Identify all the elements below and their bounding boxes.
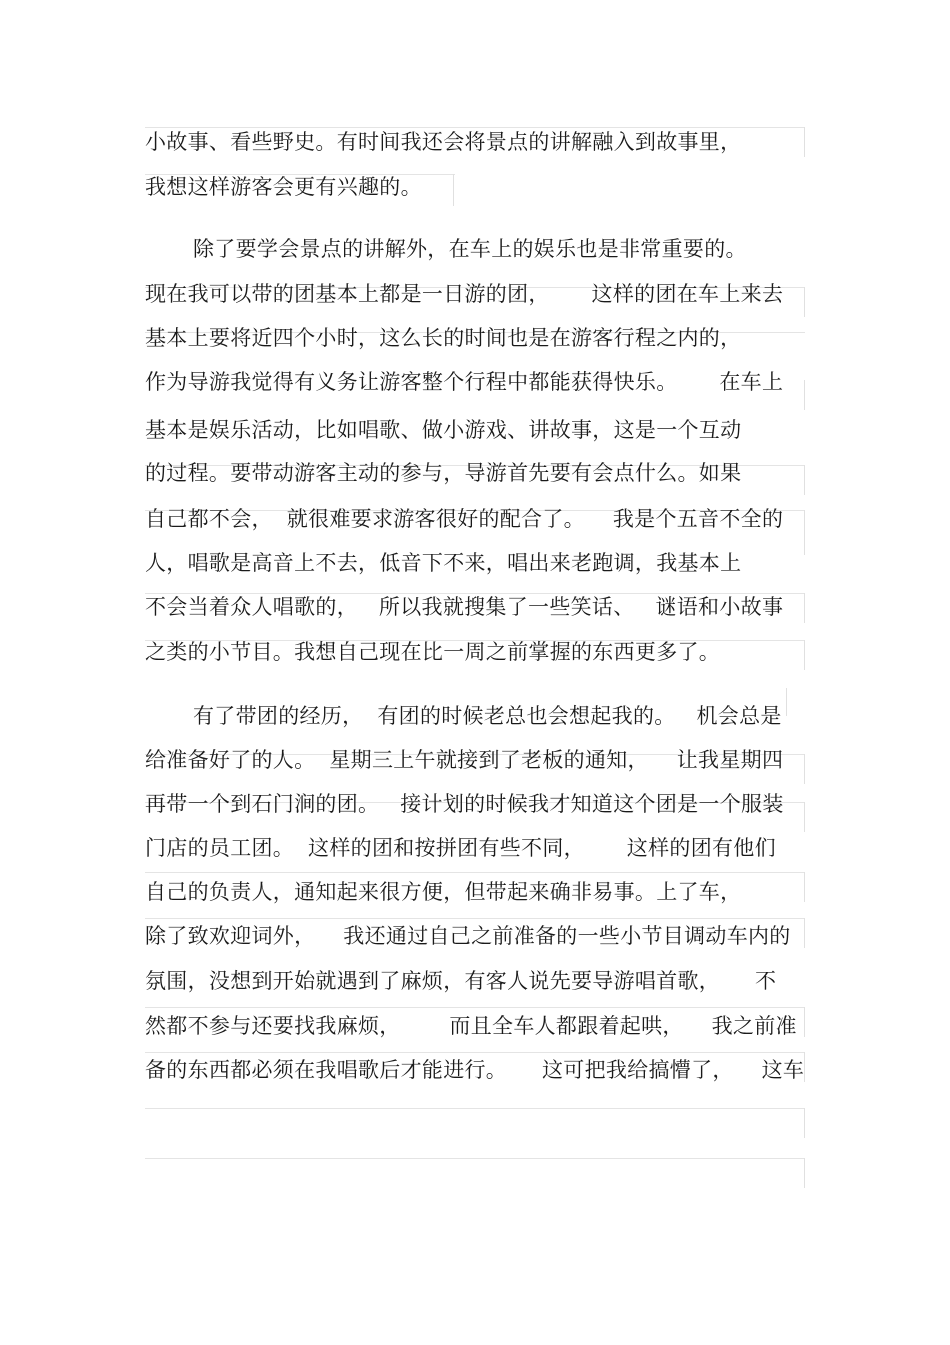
- text-line-paragraph-start: 除了要学会景点的讲解外，在车上的娱乐也是非常重要的。: [193, 237, 747, 261]
- text-line: 基本上要将近四个小时，这么长的时间也是在游客行程之内的，: [145, 326, 742, 350]
- text-line: 氛围，没想到开始就遇到了麻烦，有客人说先要导游唱首歌， 不: [145, 969, 777, 993]
- scan-tick: [804, 1158, 805, 1188]
- scan-tick: [804, 1108, 805, 1138]
- text-line: 小故事、看些野史。有时间我还会将景点的讲解融入到故事里，: [145, 130, 742, 154]
- text-line: 现在我可以带的团基本上都是一日游的团， 这样的团在车上来去: [145, 282, 784, 306]
- scan-tick: [804, 380, 805, 410]
- scan-tick: [804, 287, 805, 317]
- scan-rule: [145, 1108, 805, 1109]
- scan-tick: [804, 127, 805, 157]
- scan-tick: [804, 593, 805, 623]
- scan-tick: [804, 754, 805, 784]
- scan-tick: [804, 510, 805, 555]
- text-line-paragraph-start: 有了带团的经历， 有团的时候老总也会想起我的。 机会总是: [193, 704, 782, 728]
- text-line: 除了致欢迎词外， 我还通过自己之前准备的一些小节目调动车内的: [145, 924, 791, 948]
- text-line: 基本是娱乐活动，比如唱歌、做小游戏、讲故事，这是一个互动: [145, 418, 742, 442]
- text-line: 我想这样游客会更有兴趣的。: [145, 175, 422, 199]
- scan-rule: [145, 872, 805, 873]
- text-line: 给准备好了的人。 星期三上午就接到了老板的通知， 让我星期四: [145, 748, 784, 772]
- text-line: 作为导游我觉得有义务让游客整个行程中都能获得快乐。 在车上: [145, 370, 784, 394]
- text-line: 备的东西都必须在我唱歌后才能进行。 这可把我给搞懵了， 这车: [145, 1058, 805, 1082]
- scan-tick: [804, 465, 805, 495]
- scan-rule: [145, 1007, 805, 1008]
- text-line: 再带一个到石门涧的团。 接计划的时候我才知道这个团是一个服装: [145, 792, 784, 816]
- scan-rule: [145, 1158, 805, 1159]
- scan-rule: [145, 918, 805, 919]
- text-line: 自己都不会， 就很难要求游客很好的配合了。 我是个五音不全的: [145, 507, 784, 531]
- scan-tick: [453, 174, 454, 206]
- text-line: 之类的小节目。我想自己现在比一周之前掌握的东西更多了。: [145, 640, 721, 664]
- text-line: 然都不参与还要找我麻烦， 而且全车人都跟着起哄， 我之前准: [145, 1014, 797, 1038]
- scan-tick: [786, 688, 787, 716]
- text-line: 人，唱歌是高音上不去，低音下不来，唱出来老跑调，我基本上: [145, 551, 742, 575]
- text-line: 的过程。要带动游客主动的参与，导游首先要有会点什么。如果: [145, 461, 742, 485]
- scan-tick: [804, 1007, 805, 1037]
- scan-rule: [145, 1052, 805, 1053]
- text-line: 门店的员工团。 这样的团和按拼团有些不同， 这样的团有他们: [145, 836, 776, 860]
- scan-tick: [804, 802, 805, 832]
- text-line: 自己的负责人，通知起来很方便，但带起来确非易事。上了车，: [145, 880, 742, 904]
- scan-tick: [804, 918, 805, 948]
- text-line: 不会当着众人唱歌的， 所以我就搜集了一些笑话、 谜语和小故事: [145, 595, 784, 619]
- scan-tick: [804, 640, 805, 670]
- scan-tick: [804, 872, 805, 902]
